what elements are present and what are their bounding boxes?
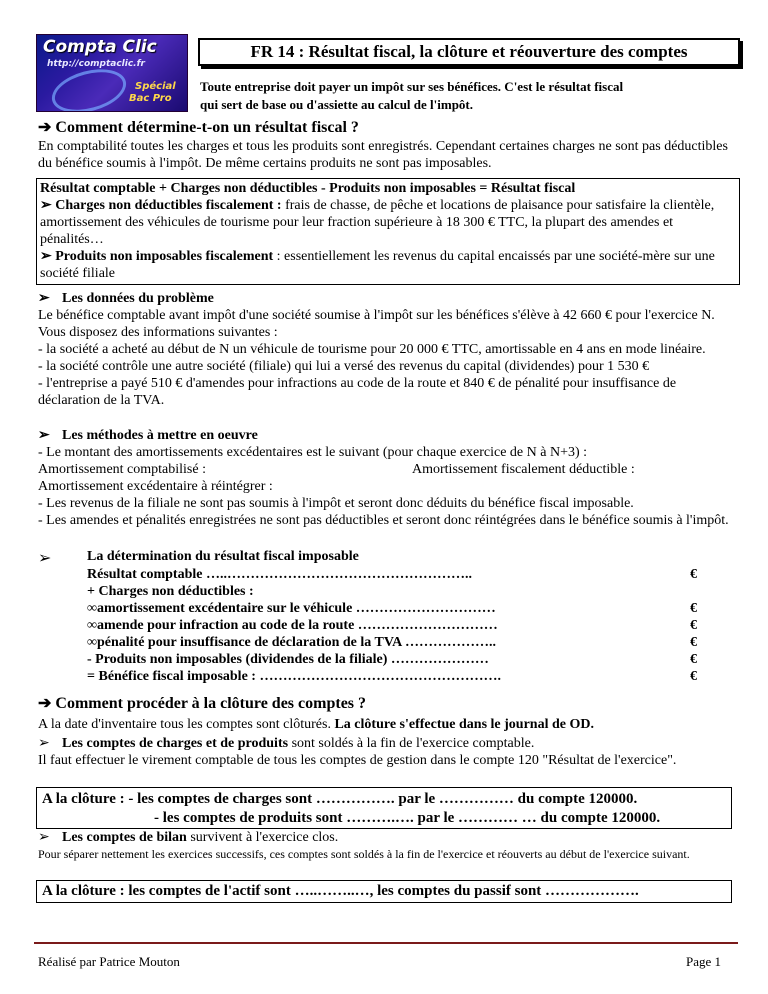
fiscal-formula-box (36, 178, 740, 285)
section-1-paragraph: En comptabilité toutes les charges et tous les produits sont enregistrés. Cependant certaines charges ne sont pas déductibles du bénéfice soumis à l'impôt. De même certains produits ne sont pas imposables. (38, 139, 728, 171)
bullet-arrow-icon: ➢ (38, 830, 50, 845)
charges-non-deductibles: ➢ Charges non déductibles fiscalement : frais de chasse, de pêche et locations de plaisance pour satisfaire la clientèle, amortissement des véhicules de tourisme pour leur fraction supérieure à 18 300 € TTC, la plupart des amendes et pénalités… (40, 198, 715, 247)
bullet-arrow-icon: ➢ (38, 550, 52, 567)
page-number: Page 1 (686, 954, 722, 969)
s2-p1: A la date d'inventaire tous les comptes sont clôturés. La clôture s'effectue dans le journal de OD. (38, 717, 594, 732)
data-line-1: Le bénéfice comptable avant impôt d'une société soumise à l'impôt sur les bénéfices s'élève à 42 660 € pour l'exercice N. Vous disposez des informations suivantes : (38, 308, 715, 340)
data-line-2: - la société a acheté au début de N un véhicule de tourisme pour 20 000 € TTC, amortissable en 4 ans en mode linéaire. (38, 342, 706, 357)
closure-box (36, 787, 732, 829)
calc-row: Résultat comptable …..…………………………………………….. € (87, 567, 697, 582)
amortissement-deductible: Amortissement fiscalement déductible : (412, 462, 635, 477)
logo-title: Compta Clic (43, 37, 157, 57)
s2-bullet-2: ➢ Les comptes de bilan survivent à l'exercice clos. (38, 830, 339, 845)
closure-charges: A la clôture : - les comptes de charges sont ……………. par le …………… du compte 120000. (42, 791, 638, 807)
bullet-arrow-icon: ➢ (38, 291, 50, 306)
data-section (38, 290, 738, 409)
calc-row: - Produits non imposables (dividendes de la filiale) ………………… € (87, 652, 697, 667)
footer-divider (34, 942, 738, 944)
methods-section (38, 427, 738, 529)
right-arrow-icon: ➔ (38, 119, 52, 136)
bullet-arrow-icon: ➢ (40, 198, 56, 213)
formula: Résultat comptable + Charges non déductibles - Produits non imposables = Résultat fiscal (40, 181, 576, 196)
calc-heading: La détermination du résultat fiscal imposable (87, 549, 359, 564)
calc-row: ∞pénalité pour insuffisance de déclaration de la TVA ……………….. € (87, 635, 697, 650)
section-2-heading: ➔ Comment procéder à la clôture des comptes ? (38, 695, 367, 712)
logo-special: Spécial (135, 81, 176, 92)
right-arrow-icon: ➔ (38, 695, 52, 712)
s2-p2: Il faut effectuer le virement comptable de tous les comptes de gestion dans le compte 120 "Résultat de l'exercice". (38, 753, 677, 768)
bullet-arrow-icon: ➢ (38, 736, 50, 751)
calc-row: = Bénéfice fiscal imposable : ……………………………………………. € (87, 669, 697, 684)
intro-line-1: Toute entreprise doit payer un impôt sur ses bénéfices. C'est le résultat fiscal (200, 79, 624, 94)
intro (200, 78, 740, 114)
amortissement-comptabilise: Amortissement comptabilisé : (38, 462, 206, 477)
bullet-arrow-icon: ➢ (38, 428, 50, 443)
logo-url: http://comptaclic.fr (47, 59, 145, 69)
s2-bullet-1: ➢ Les comptes de charges et de produits sont soldés à la fin de l'exercice comptable. (38, 736, 535, 751)
data-line-4: - l'entreprise a payé 510 € d'amendes pour infractions au code de la route et 840 € de pénalité pour insuffisance de déclaration de la TVA. (38, 376, 677, 408)
calc-row: ∞amortissement excédentaire sur le véhicule ………………………… € (87, 601, 697, 616)
footer-author: Réalisé par Patrice Mouton (38, 954, 180, 969)
closure-produits: - les comptes de produits sont ……….…. par le ………… … du compte 120000. (154, 810, 661, 826)
logo-swirl (47, 62, 131, 112)
methods-line-4: - Les revenus de la filiale ne sont pas soumis à l'impôt et seront donc déduits du bénéfice fiscal imposable. (38, 496, 634, 511)
methods-heading: ➢ Les méthodes à mettre en oeuvre (38, 428, 258, 443)
compta-clic-logo (36, 34, 188, 112)
produits-non-imposables: ➢ Produits non imposables fiscalement : essentiellement les revenus du capital encaissés par une société-mère sur une société filiale (40, 249, 715, 281)
bilan-section (38, 829, 743, 862)
page-title: FR 14 : Résultat fiscal, la clôture et réouverture des comptes (198, 38, 740, 66)
methods-line-2 (38, 461, 738, 478)
intro-line-2: qui sert de base ou d'assiette au calcul de l'impôt. (200, 97, 474, 112)
closure-bilan: A la clôture : les comptes de l'actif sont …..……..…, les comptes du passif sont ………………. (42, 883, 639, 899)
methods-line-1: - Le montant des amortissements excédentaires est le suivant (pour chaque exercice de N à N+3) : (38, 445, 588, 460)
calc-row: + Charges non déductibles : (87, 584, 254, 599)
section-2-body (38, 716, 743, 769)
methods-line-5: - Les amendes et pénalités enregistrées ne sont pas déductibles et seront donc réintégrées dans le bénéfice soumis à l'impôt. (38, 513, 729, 528)
methods-line-3: Amortissement excédentaire à réintégrer : (38, 479, 273, 494)
bullet-arrow-icon: ➢ (40, 249, 56, 264)
calc-row: ∞amende pour infraction au code de la route ………………………… € (87, 618, 697, 633)
s2-p3: Pour séparer nettement les exercices successifs, ces comptes sont soldés à la fin de l'exercice et réouverts au début de l'exercice suivant. (38, 847, 690, 861)
calc-table (87, 566, 727, 685)
data-heading: ➢ Les données du problème (38, 291, 214, 306)
logo-bacpro: Bac Pro (129, 93, 172, 104)
data-line-3: - la société contrôle une autre société (filiale) qui lui a versé des revenus du capital (dividendes) pour 1 530 € (38, 359, 650, 374)
closure-bilan-box (36, 880, 732, 903)
section-1-heading: ➔ Comment détermine-t-on un résultat fiscal ? (38, 119, 359, 136)
